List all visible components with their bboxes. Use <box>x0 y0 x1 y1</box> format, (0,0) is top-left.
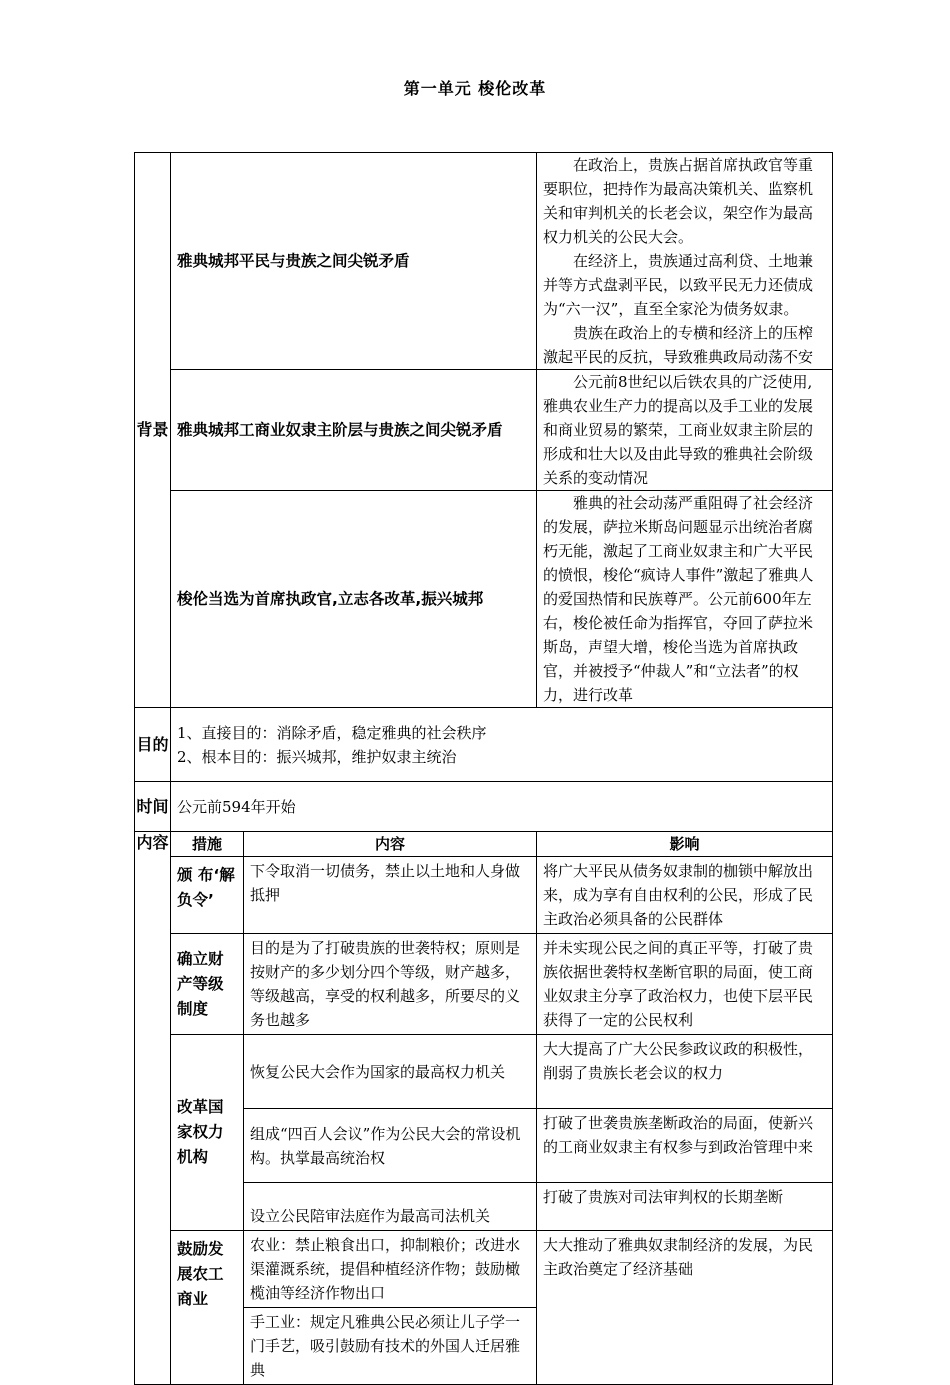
measure-name: 鼓励发展农工商业 <box>171 1231 244 1385</box>
background-paragraph: 在经济上，贵族通过高利贷、土地兼并等方式盘剥平民，以致平民无力还债成为“六一汉”，直至全家沦为债务奴隶。 <box>543 252 814 318</box>
background-heading-1: 雅典城邦平民与贵族之间尖锐矛盾 <box>171 153 537 370</box>
background-heading-2: 雅典城邦工商业奴隶主阶层与贵族之间尖锐矛盾 <box>171 370 537 491</box>
background-heading-3: 梭伦当选为首席执政官,立志各改革,振兴城邦 <box>171 491 537 708</box>
measure-content: 下令取消一切债务，禁止以土地和人身做抵押 <box>244 857 537 934</box>
background-paragraph: 公元前8世纪以后铁农具的广泛使用,雅典农业生产力的提高以及手工业的发展和商业贸易的繁荣，工商业奴隶主阶层的形成和壮大以及由此导致的雅典社会阶级关系的变动情况 <box>543 373 814 487</box>
measure-impact: 将广大平民从债务奴隶制的枷锁中解放出来，成为享有自由权利的公民，形成了民主政治必须具备的公民群体 <box>537 857 833 934</box>
background-row-1 <box>135 153 833 370</box>
measure-row <box>135 1231 833 1308</box>
measure-name: 颁 布‘解负令’ <box>171 857 244 934</box>
background-paragraph: 在政治上，贵族占据首席执政官等重要职位，把持作为最高决策机关、监察机关和审判机关的长老会议，架空作为最高权力机关的公民大会。 <box>543 156 814 246</box>
measure-row <box>135 934 833 1035</box>
background-row-2 <box>135 370 833 491</box>
measure-content: 组成“四百人会议”作为公民大会的常设机构。执掌最高统治权 <box>244 1109 537 1183</box>
measure-name: 确立财产等级制度 <box>171 934 244 1035</box>
measure-impact: 大大推动了雅典奴隶制经济的发展，为民主政治奠定了经济基础 <box>537 1231 833 1385</box>
background-text-1 <box>537 153 833 370</box>
background-row-3 <box>135 491 833 708</box>
measure-row <box>135 857 833 934</box>
time-text: 公元前594年开始 <box>171 782 833 832</box>
purpose-line: 1、直接目的：消除矛盾，稳定雅典的社会秩序 <box>177 723 487 742</box>
measure-content: 设立公民陪审法庭作为最高司法机关 <box>244 1183 537 1231</box>
measure-content: 目的是为了打破贵族的世袭特权；原则是按财产的多少划分四个等级，财产越多，等级越高，享受的权利越多，所要尽的义务也越多 <box>244 934 537 1035</box>
background-text-2 <box>537 370 833 491</box>
header-content: 内容 <box>244 832 537 857</box>
reform-table <box>134 152 833 1385</box>
measure-content: 手工业：规定凡雅典公民必须让儿子学一门手艺，吸引鼓励有技术的外国人迁居雅典 <box>244 1308 537 1385</box>
time-row <box>135 782 833 832</box>
measure-row <box>135 1035 833 1109</box>
measure-name: 改革国家权力机构 <box>171 1035 244 1231</box>
measure-content: 恢复公民大会作为国家的最高权力机关 <box>244 1035 537 1109</box>
background-paragraph: 雅典的社会动荡严重阻碍了社会经济的发展，萨拉米斯岛问题显示出统治者腐朽无能，激起了工商业奴隶主和广大平民的愤恨，梭伦“疯诗人事件”激起了雅典人的爱国热情和民族尊严。公元前600年左右，梭伦被任命为指挥官，夺回了萨拉米斯岛，声望大增，梭伦当选为首席执政官，并被授予“仲裁人”和“立法者”的权力，进行改革 <box>543 494 814 704</box>
measure-impact: 并未实现公民之间的真正平等，打破了贵族依据世袭特权垄断官职的局面，使工商业奴隶主分享了政治权力，也使下层平民获得了一定的公民权利 <box>537 934 833 1035</box>
header-measure: 措施 <box>171 832 244 857</box>
background-text-3 <box>537 491 833 708</box>
page-title: 第一单元 梭伦改革 <box>403 79 547 98</box>
content-header-row <box>135 832 833 857</box>
measure-content: 农业：禁止粮食出口，抑制粮价；改进水渠灌溉系统，提倡种植经济作物；鼓励橄榄油等经济作物出口 <box>244 1231 537 1308</box>
measure-impact: 打破了贵族对司法审判权的长期垄断 <box>537 1183 833 1231</box>
purpose-row <box>135 708 833 782</box>
measure-impact: 打破了世袭贵族垄断政治的局面，使新兴的工商业奴隶主有权参与到政治管理中来 <box>537 1109 833 1183</box>
purpose-label: 目的 <box>135 708 171 782</box>
background-label: 背景 <box>135 153 171 708</box>
background-paragraph: 贵族在政治上的专横和经济上的压榨激起平民的反抗，导致雅典政局动荡不安 <box>543 324 814 366</box>
time-label: 时间 <box>135 782 171 832</box>
header-impact: 影响 <box>537 832 833 857</box>
content-label: 内容 <box>135 832 171 1385</box>
purpose-text <box>171 708 833 782</box>
purpose-line: 2、根本目的：振兴城邦，维护奴隶主统治 <box>177 747 457 766</box>
measure-impact: 大大提高了广大公民参政议政的积极性，削弱了贵族长老会议的权力 <box>537 1035 833 1109</box>
